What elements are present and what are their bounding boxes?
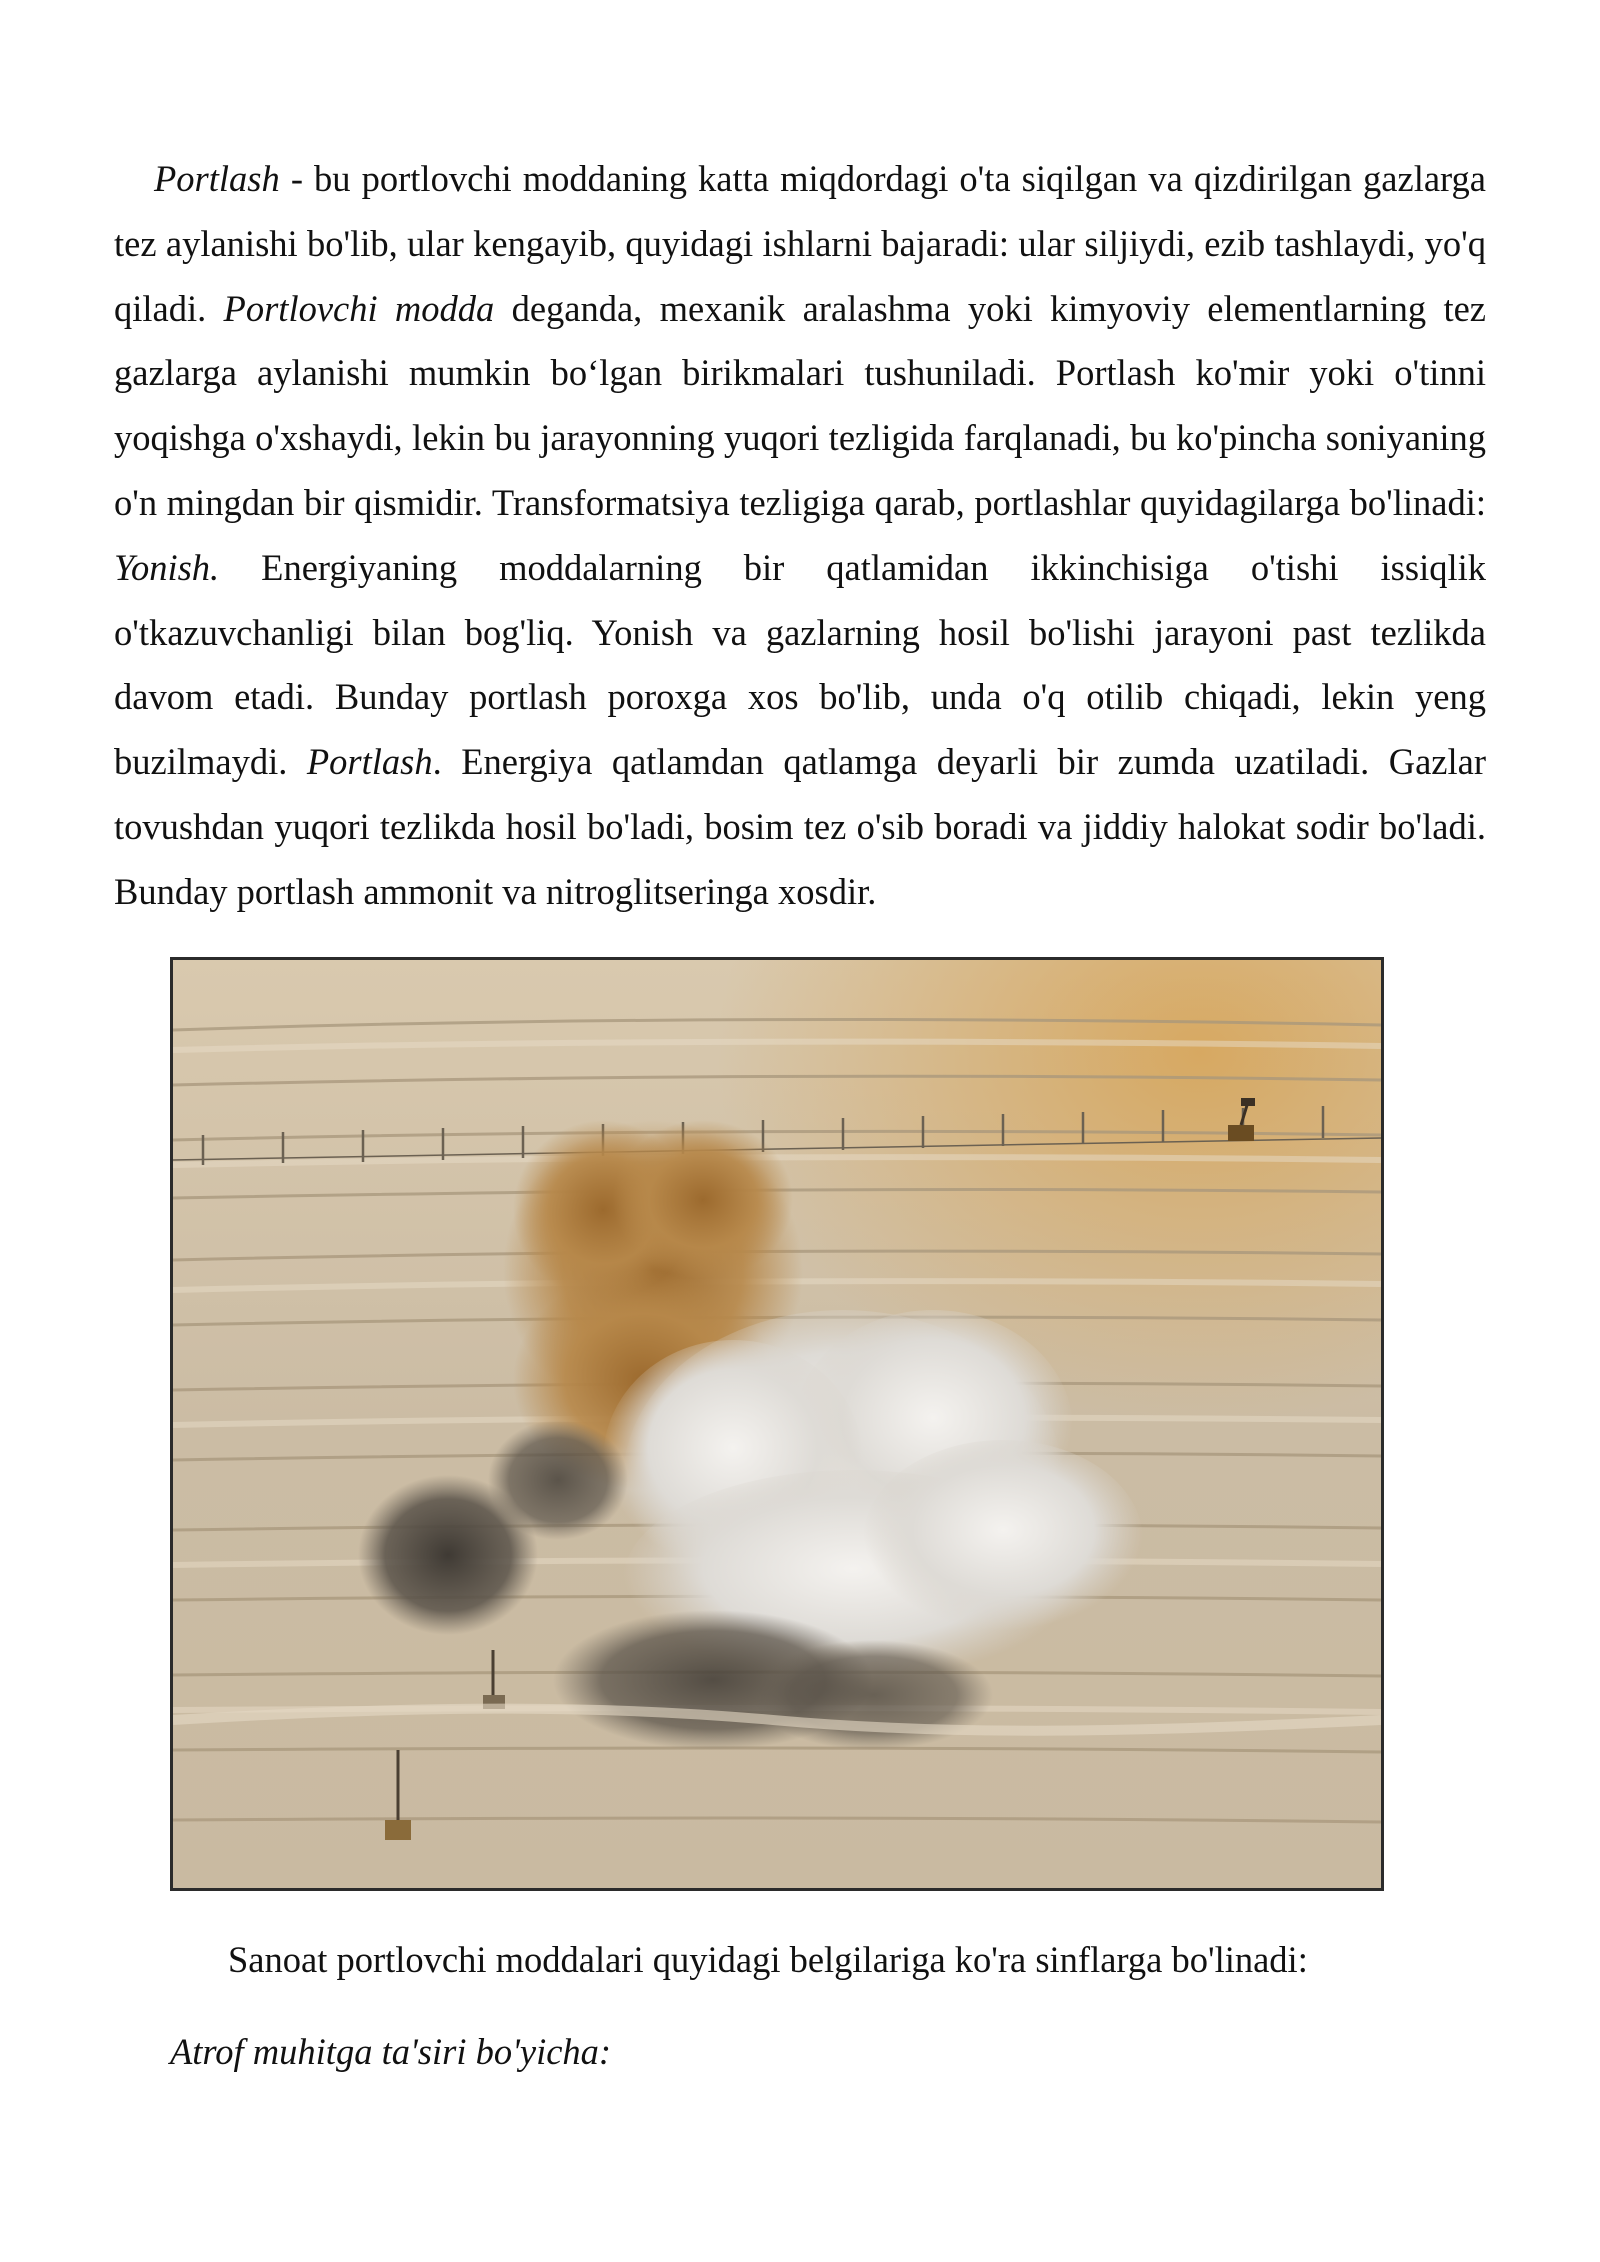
term-portlash-detonation: Portlash [306,741,433,783]
paragraph-text-2: deganda, mexanik aralashma yoki kimyoviy elementlarning tez gazlarga aylanishi mumkin bo‘lgan birikmalari tushuniladi. Portlash ko'mir yoki o'tinni yoqishga o'xshaydi, lekin bu jarayonning yuqori tezligida farqlanadi, bu ko'pincha soniyaning o'n mingdan bir qismidir. Transformatsiya tezligiga qarab, portlashlar quyidagilarga bo'linadi: [114,287,1486,523]
term-portlovchi-modda: Portlovchi modda [223,287,495,329]
term-yonish: Yonish. [114,546,220,588]
paragraph-text-1: - bu portlovchi moddaning katta miqdordagi o'ta siqilgan va qizdirilgan gazlarga tez aylanishi bo'lib, ular kengayib, quyidagi ishlarni bajaradi: ular siljiydi, ezib tashlaydi, yo'q qiladi. [114,158,1486,329]
paragraph-text-4: . Energiya qatlamdan qatlamga deyarli bir zumda uzatiladi. Gazlar tovushdan yuqori tezlikda hosil bo'ladi, bosim tez o'sib boradi va jiddiy halokat sodir bo'ladi. Bunday portlash ammonit va nitroglitseringa xosdir. [114,741,1486,912]
subheading-environment: Atrof muhitga ta'siri bo'yicha: [170,2031,612,2072]
mine-blast-illustration [173,960,1381,1888]
classification-intro: Sanoat portlovchi moddalari quyidagi belgilariga ko'ra sinflarga bo'linadi: [228,1939,1308,1980]
body-paragraph [114,147,1486,925]
paragraph-text-3: Energiyaning moddalarning bir qatlamidan ikkinchisiga o'tishi issiqlik o'tkazuvchanligi bilan bog'liq. Yonish va gazlarning hosil bo'lishi jarayoni past tezlikda davom etadi. Bunday portlash poroxga xos bo'lib, unda o'q otilib chiqadi, lekin yeng buzilmaydi. [114,546,1486,783]
term-portlash: Portlash [154,158,280,199]
mine-blast-photo [170,957,1384,1891]
